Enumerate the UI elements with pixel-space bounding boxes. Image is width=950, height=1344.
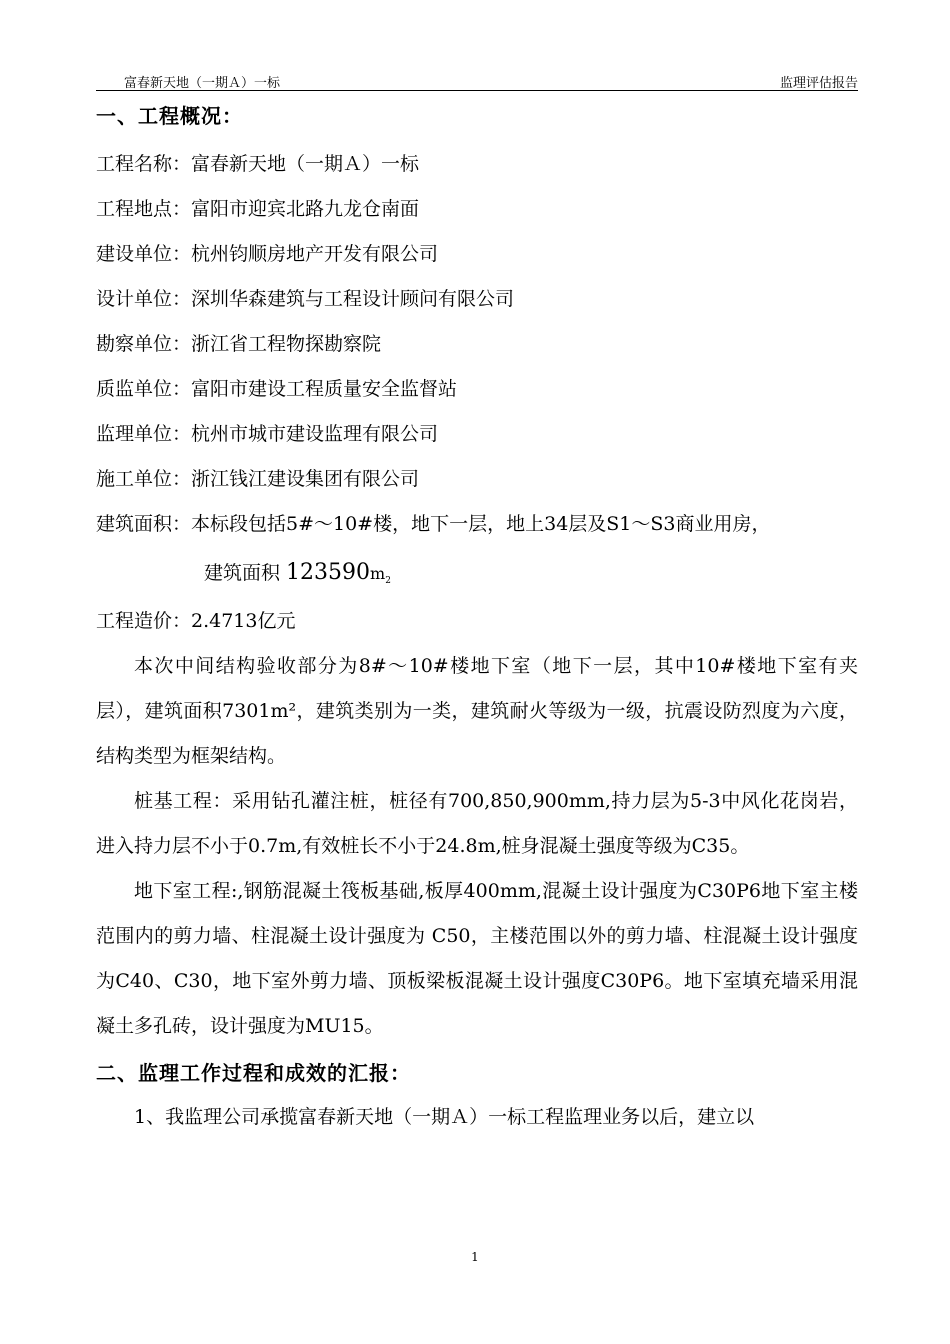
section-1-title: 一、工程概况： (96, 104, 243, 128)
header-report-title: 监理评估报告 (779, 76, 858, 91)
field-project-cost: 工程造价：2.4713亿元 (96, 610, 296, 632)
document-body (96, 96, 858, 1140)
paragraph-pile-foundation: 桩基工程：采用钻孔灌注桩，桩径有700,850,900mm,持力层为5-3中风化花岗岩，进入持力层不小于0.7m,有效桩长不小于24.8m,桩身混凝土强度等级为C35。 (96, 790, 858, 857)
header-project-name: 富春新天地（一期Ａ）一标 (124, 76, 281, 91)
field-supervision-company: 监理单位：杭州市城市建设监理有限公司 (96, 423, 439, 445)
section-2-title: 二、监理工作过程和成效的汇报： (96, 1061, 411, 1085)
field-client: 建设单位：杭州钧顺房地产开发有限公司 (96, 243, 439, 265)
area-unit: $m_2$ (370, 564, 391, 587)
area-number: 123590 (286, 560, 371, 585)
field-project-location: 工程地点：富阳市迎宾北路九龙仓南面 (96, 198, 420, 220)
field-project-name: 工程名称：富春新天地（一期Ａ）一标 (96, 153, 420, 175)
field-designer: 设计单位：深圳华森建筑与工程设计顾问有限公司 (96, 288, 515, 310)
page-number: 1 (471, 1250, 479, 1264)
field-surveyor: 勘察单位：浙江省工程物探勘察院 (96, 333, 382, 355)
page-header (96, 70, 858, 91)
paragraph-item-1: 1、我监理公司承揽富春新天地（一期Ａ）一标工程监理业务以后，建立以 (134, 1106, 755, 1128)
field-building-area-total (96, 547, 858, 599)
paragraph-basement: 地下室工程:,钢筋混凝土筏板基础,板厚400mm,混凝土设计强度为C30P6地下室主楼范围内的剪力墙、柱混凝土设计强度为 C50，主楼范围以外的剪力墙、柱混凝土设计强度为C40、C30，地下室外剪力墙、顶板梁板混凝土设计强度C30P6。地下室填充墙采用混凝土多孔砖，设计强度为MU15。 (96, 880, 858, 1037)
field-quality-supervisor: 质监单位：富阳市建设工程质量安全监督站 (96, 378, 458, 400)
area-prefix: 建筑面积 (204, 562, 287, 584)
paragraph-acceptance-scope: 本次中间结构验收部分为8#～10#楼地下室（地下一层，其中10#楼地下室有夹层），建筑面积7301m²，建筑类别为一类，建筑耐火等级为一级，抗震设防烈度为六度，结构类型为框架结构。 (96, 655, 858, 767)
field-building-area: 建筑面积：本标段包括5#～10#楼，地下一层，地上34层及S1～S3商业用房， (96, 513, 771, 535)
field-contractor: 施工单位：浙江钱江建设集团有限公司 (96, 468, 420, 490)
